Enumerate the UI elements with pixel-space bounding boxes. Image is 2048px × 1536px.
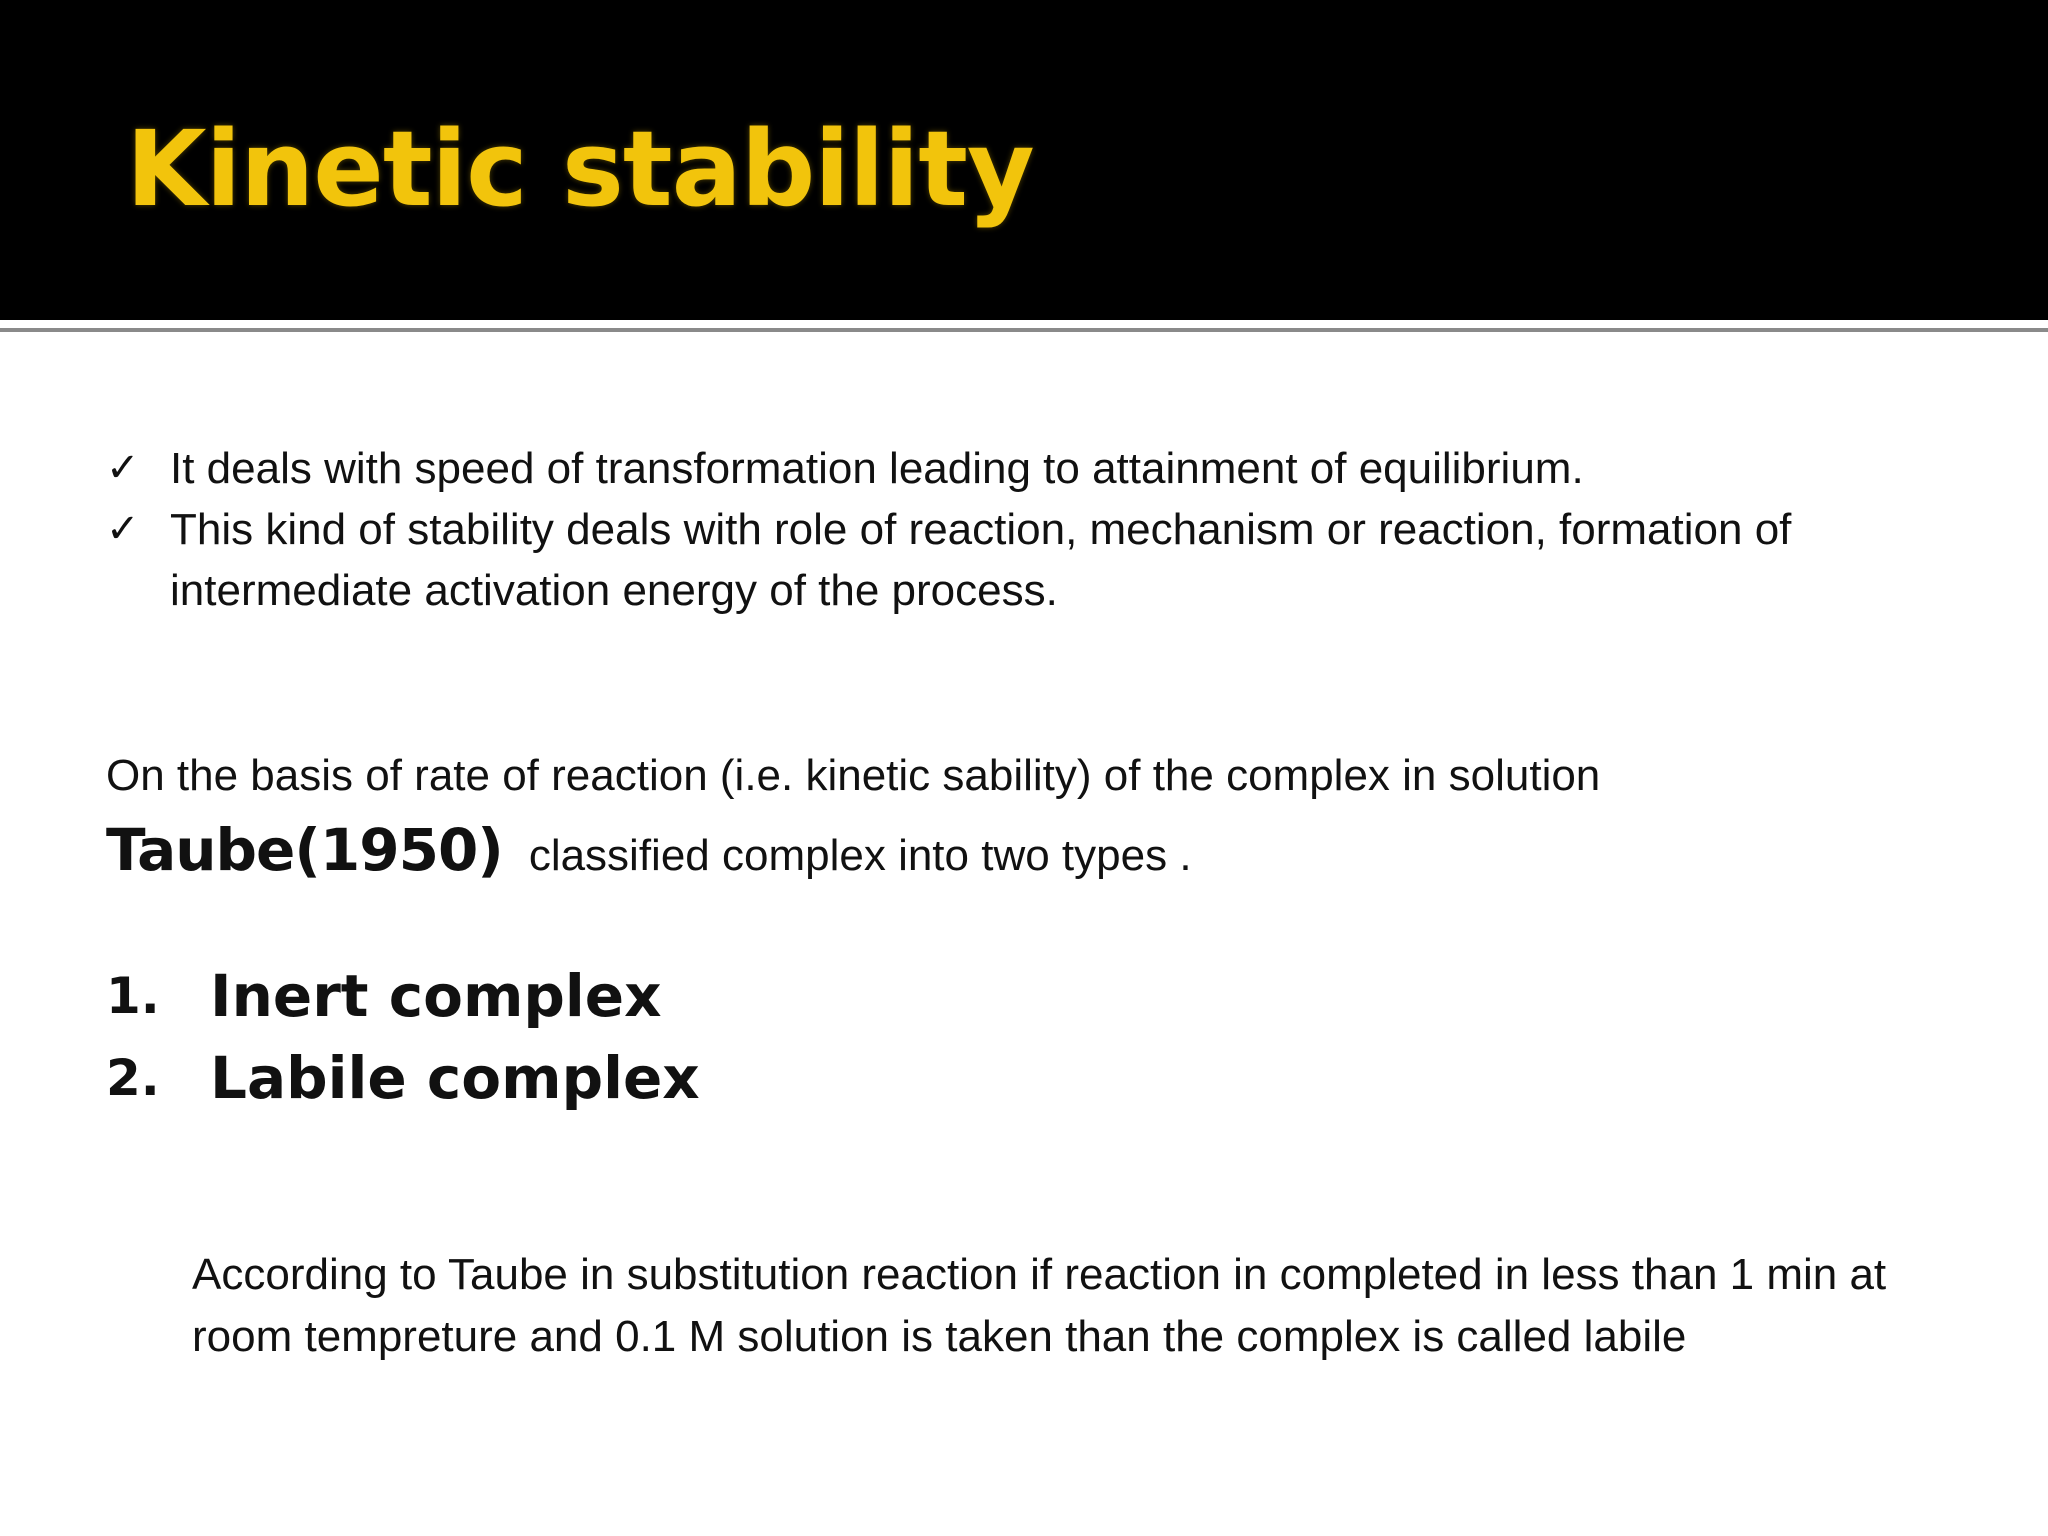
slide-title: Kinetic stability	[126, 108, 1034, 230]
title-rule-gap	[0, 320, 2048, 328]
bullet-text: This kind of stability deals with role of reaction, mechanism or reaction, formation of intermediate activation energy of the process.	[170, 505, 1792, 615]
title-rule	[0, 328, 2048, 332]
bullet-item	[106, 499, 2006, 621]
complex-type-item	[106, 955, 700, 1037]
complex-type-label: Inert complex	[210, 962, 662, 1030]
list-number: 1.	[106, 967, 160, 1025]
bullet-list	[106, 438, 2006, 621]
list-number: 2.	[106, 1049, 160, 1107]
bullet-item	[106, 438, 2006, 499]
taube-rest: classified complex into two types .	[528, 831, 1192, 880]
title-bar	[0, 0, 2048, 320]
labile-note: According to Taube in substitution reaction if reaction in completed in less than 1 min at room tempreture and 0.1 M solution is taken than the complex is called labile	[192, 1250, 1887, 1361]
complex-type-item	[106, 1037, 700, 1119]
checkmark-icon: ✓	[106, 507, 140, 551]
bullet-text: It deals with speed of transformation leading to attainment of equilibrium.	[170, 444, 1584, 493]
complex-types-list	[106, 955, 700, 1119]
taube-name: Taube(1950)	[106, 816, 503, 884]
intro-paragraph: On the basis of rate of reaction (i.e. kinetic sability) of the complex in solution	[106, 751, 1601, 800]
taube-line	[106, 810, 1192, 896]
complex-type-label: Labile complex	[210, 1044, 700, 1112]
checkmark-icon: ✓	[106, 446, 140, 490]
